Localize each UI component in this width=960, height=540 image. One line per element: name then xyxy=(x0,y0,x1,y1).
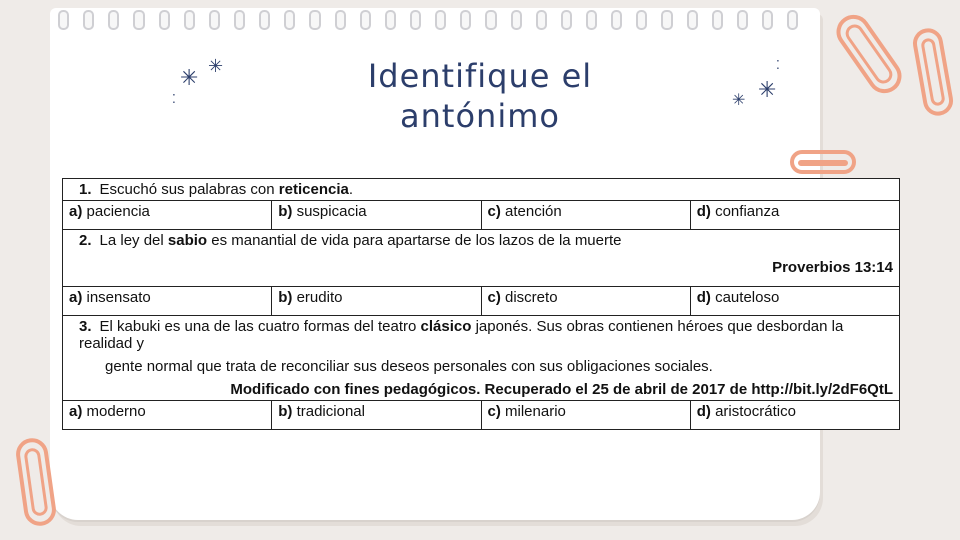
title-line-1: Identifique el xyxy=(367,57,593,95)
option-c[interactable] xyxy=(481,287,690,316)
key-word: reticencia xyxy=(278,181,349,198)
sparkle-icon: ✳ xyxy=(758,78,777,103)
option-b[interactable] xyxy=(272,401,481,430)
question-number: 1. xyxy=(79,181,92,198)
option-d[interactable] xyxy=(690,287,899,316)
option-text: paciencia xyxy=(82,203,150,220)
option-d[interactable] xyxy=(690,401,899,430)
option-text: discreto xyxy=(500,289,558,306)
question-row xyxy=(63,230,900,287)
question-number: 3. xyxy=(79,318,92,335)
key-word: sabio xyxy=(167,232,208,249)
option-letter: c) xyxy=(487,403,501,420)
option-text: tradicional xyxy=(292,403,365,420)
option-letter: c) xyxy=(487,203,501,220)
source-citation: Proverbios 13:14 xyxy=(772,259,893,276)
page-title xyxy=(300,56,660,136)
paperclip-icon xyxy=(790,150,856,174)
spiral-binding xyxy=(58,10,798,36)
question-text: Escuchó sus palabras con xyxy=(99,181,279,198)
sparkle-icon: ⁚ xyxy=(776,58,780,72)
question-text: La ley del xyxy=(99,232,168,249)
source-citation: Modificado con fines pedagógicos. Recuperado el 25 de abril de 2017 de http://bit.ly/2dF6QtL xyxy=(230,381,893,398)
question-text: japonés. Sus obras contienen héroes que desbordan la realidad y xyxy=(79,318,844,352)
option-text: confianza xyxy=(710,203,780,220)
options-row xyxy=(63,201,900,230)
sparkle-icon: ✳ xyxy=(208,56,224,77)
option-letter: a) xyxy=(69,289,83,306)
option-c[interactable] xyxy=(481,401,690,430)
option-text: milenario xyxy=(500,403,566,420)
option-letter: d) xyxy=(696,289,711,306)
option-b[interactable] xyxy=(272,287,481,316)
question-text: . xyxy=(348,181,354,198)
key-word: clásico xyxy=(420,318,472,335)
option-text: suspicacia xyxy=(292,203,367,220)
option-letter: b) xyxy=(278,403,293,420)
paperclip-icon xyxy=(911,26,956,118)
question-number: 2. xyxy=(79,232,92,249)
title-line-2: antónimo xyxy=(400,97,560,135)
option-letter: d) xyxy=(696,203,711,220)
option-letter: b) xyxy=(278,203,293,220)
sparkle-icon: ⁚ xyxy=(172,92,176,106)
options-row xyxy=(63,401,900,430)
question-text: El kabuki es una de las cuatro formas del teatro xyxy=(99,318,421,335)
option-c[interactable] xyxy=(481,201,690,230)
option-letter: a) xyxy=(69,203,83,220)
sparkle-icon: ✳ xyxy=(732,90,746,109)
option-d[interactable] xyxy=(690,201,899,230)
option-a[interactable] xyxy=(63,201,272,230)
option-text: moderno xyxy=(82,403,146,420)
options-row xyxy=(63,287,900,316)
question-row xyxy=(63,316,900,401)
option-text: erudito xyxy=(292,289,343,306)
paperclip-icon xyxy=(830,8,908,100)
option-a[interactable] xyxy=(63,401,272,430)
option-text: cauteloso xyxy=(710,289,780,306)
option-a[interactable] xyxy=(63,287,272,316)
option-b[interactable] xyxy=(272,201,481,230)
question-text-line-2: gente normal que trata de reconciliar sus deseos personales con sus obligaciones sociales. xyxy=(105,358,713,375)
option-letter: d) xyxy=(696,403,711,420)
question-row xyxy=(63,179,900,201)
option-text: aristocrático xyxy=(710,403,796,420)
question-table xyxy=(62,178,900,430)
option-letter: b) xyxy=(278,289,293,306)
option-text: insensato xyxy=(82,289,151,306)
sparkle-icon: ✳ xyxy=(180,66,199,91)
option-letter: c) xyxy=(487,289,501,306)
option-letter: a) xyxy=(69,403,83,420)
option-text: atención xyxy=(500,203,562,220)
question-text: es manantial de vida para apartarse de los lazos de la muerte xyxy=(207,232,622,249)
